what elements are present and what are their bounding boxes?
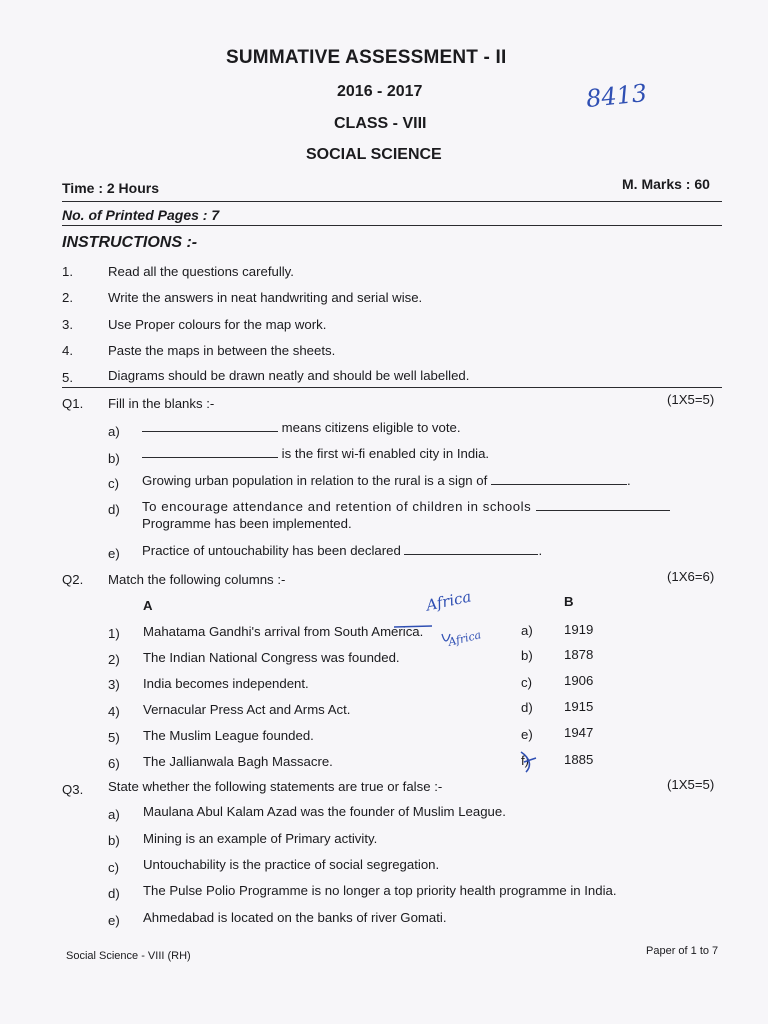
q1-item-label: a) [108, 424, 120, 439]
column-b-heading: B [564, 594, 574, 609]
q1-item-text: To encourage attendance and retention of children in schools [142, 499, 532, 514]
exam-class: CLASS - VIII [334, 115, 427, 132]
q1-item-text-continued: Programme has been implemented. [142, 516, 352, 531]
match-row-b: 1915 [564, 699, 594, 714]
match-row-label: c) [521, 675, 532, 690]
instruction-text: Write the answers in neat handwriting and serial wise. [108, 290, 423, 305]
answer-blank [536, 510, 670, 511]
handwritten-strike-mark [394, 620, 474, 660]
instruction-number: 4. [62, 343, 73, 358]
handwritten-correction: Africa [424, 587, 473, 615]
answer-blank [142, 431, 278, 432]
q2-number: Q2. [62, 572, 84, 587]
q2-marks: (1X6=6) [667, 569, 715, 584]
answer-blank [142, 457, 278, 458]
match-row-a: Vernacular Press Act and Arms Act. [143, 702, 351, 717]
q1-item-text: Practice of untouchability has been declared [142, 543, 401, 558]
instruction-number: 5. [62, 370, 73, 385]
q3-item-label: b) [108, 833, 120, 848]
instruction-text: Paste the maps in between the sheets. [108, 343, 336, 358]
q3-item-text: Untouchability is the practice of social segregation. [143, 857, 440, 872]
match-row-number: 4) [108, 704, 120, 719]
q2-title: Match the following columns :- [108, 572, 286, 587]
time-allowed: Time : 2 Hours [62, 180, 159, 196]
match-row-a: Mahatama Gandhi's arrival from South America. [143, 624, 424, 639]
q3-item-label: c) [108, 860, 119, 875]
footer-page-info: Paper of 1 to 7 [646, 945, 719, 957]
exam-year: 2016 - 2017 [337, 83, 423, 100]
match-row-a: The Indian National Congress was founded. [143, 650, 400, 665]
header-rule-2 [62, 225, 722, 226]
match-row-a: India becomes independent. [143, 676, 309, 691]
q1-item-text: is the first wi-fi enabled city in India. [281, 446, 490, 461]
match-row-label: e) [521, 727, 533, 742]
printed-pages: No. of Printed Pages : 7 [62, 207, 220, 223]
match-row-label: f) [521, 753, 530, 768]
match-row-b: 1906 [564, 673, 594, 688]
q1-number: Q1. [62, 396, 84, 411]
match-row-number: 5) [108, 730, 120, 745]
match-row-number: 3) [108, 677, 120, 692]
header-rule-1 [62, 201, 722, 202]
match-row-number: 2) [108, 652, 120, 667]
answer-blank [491, 484, 627, 485]
q3-item-label: e) [108, 913, 120, 928]
q3-marks: (1X5=5) [667, 777, 715, 792]
instructions-rule [62, 387, 722, 388]
q3-item-label: d) [108, 886, 120, 901]
q3-item-text: Mining is an example of Primary activity. [143, 831, 378, 846]
exam-title: SUMMATIVE ASSESSMENT - II [226, 47, 507, 68]
q1-item-label: e) [108, 546, 120, 561]
match-row-number: 1) [108, 626, 120, 641]
q3-item-text: Maulana Abul Kalam Azad was the founder of Muslim League. [143, 804, 506, 819]
handwritten-tick-mark [518, 748, 540, 774]
instruction-number: 1. [62, 264, 73, 279]
match-row-b: 1919 [564, 622, 594, 637]
footer-subject: Social Science - VIII (RH) [66, 950, 191, 962]
match-row-b: 1947 [564, 725, 594, 740]
q1-item-a [142, 420, 461, 435]
match-row-label: a) [521, 623, 533, 638]
q1-item-label: c) [108, 476, 119, 491]
instruction-text: Use Proper colours for the map work. [108, 317, 327, 332]
match-row-number: 6) [108, 756, 120, 771]
q3-item-label: a) [108, 807, 120, 822]
answer-blank [404, 554, 538, 555]
handwritten-correction: Africa [446, 628, 483, 649]
q1-item-b [142, 446, 489, 461]
column-a-heading: A [143, 598, 153, 613]
instruction-number: 3. [62, 317, 73, 332]
q1-item-c: Growing urban population in relation to the rural is a sign of . [142, 473, 631, 488]
instructions-heading: INSTRUCTIONS :- [62, 234, 198, 251]
q1-item-d [142, 499, 670, 514]
instruction-number: 2. [62, 290, 73, 305]
q1-item-text: Growing urban population in relation to the rural is a sign of [142, 473, 488, 488]
exam-subject: SOCIAL SCIENCE [306, 146, 442, 163]
max-marks: M. Marks : 60 [622, 176, 710, 192]
q1-item-text: means citizens eligible to vote. [281, 420, 461, 435]
handwritten-code: 8413 [584, 78, 649, 114]
instruction-text: Diagrams should be drawn neatly and should be well labelled. [108, 368, 470, 383]
q3-item-text: The Pulse Polio Programme is no longer a top priority health programme in India. [143, 883, 617, 898]
match-row-b: 1878 [564, 647, 594, 662]
q1-item-label: b) [108, 451, 120, 466]
q1-item-label: d) [108, 502, 120, 517]
instruction-text: Read all the questions carefully. [108, 264, 294, 279]
match-row-a: The Muslim League founded. [143, 728, 314, 743]
match-row-label: b) [521, 648, 533, 663]
q1-title: Fill in the blanks :- [108, 396, 215, 411]
q1-item-e: Practice of untouchability has been declared . [142, 543, 543, 558]
q3-item-text: Ahmedabad is located on the banks of river Gomati. [143, 910, 447, 925]
q3-number: Q3. [62, 782, 84, 797]
match-row-label: d) [521, 700, 533, 715]
match-row-b: 1885 [564, 752, 594, 767]
q3-title: State whether the following statements are true or false :- [108, 779, 443, 794]
q1-marks: (1X5=5) [667, 392, 715, 407]
match-row-a: The Jallianwala Bagh Massacre. [143, 754, 333, 769]
